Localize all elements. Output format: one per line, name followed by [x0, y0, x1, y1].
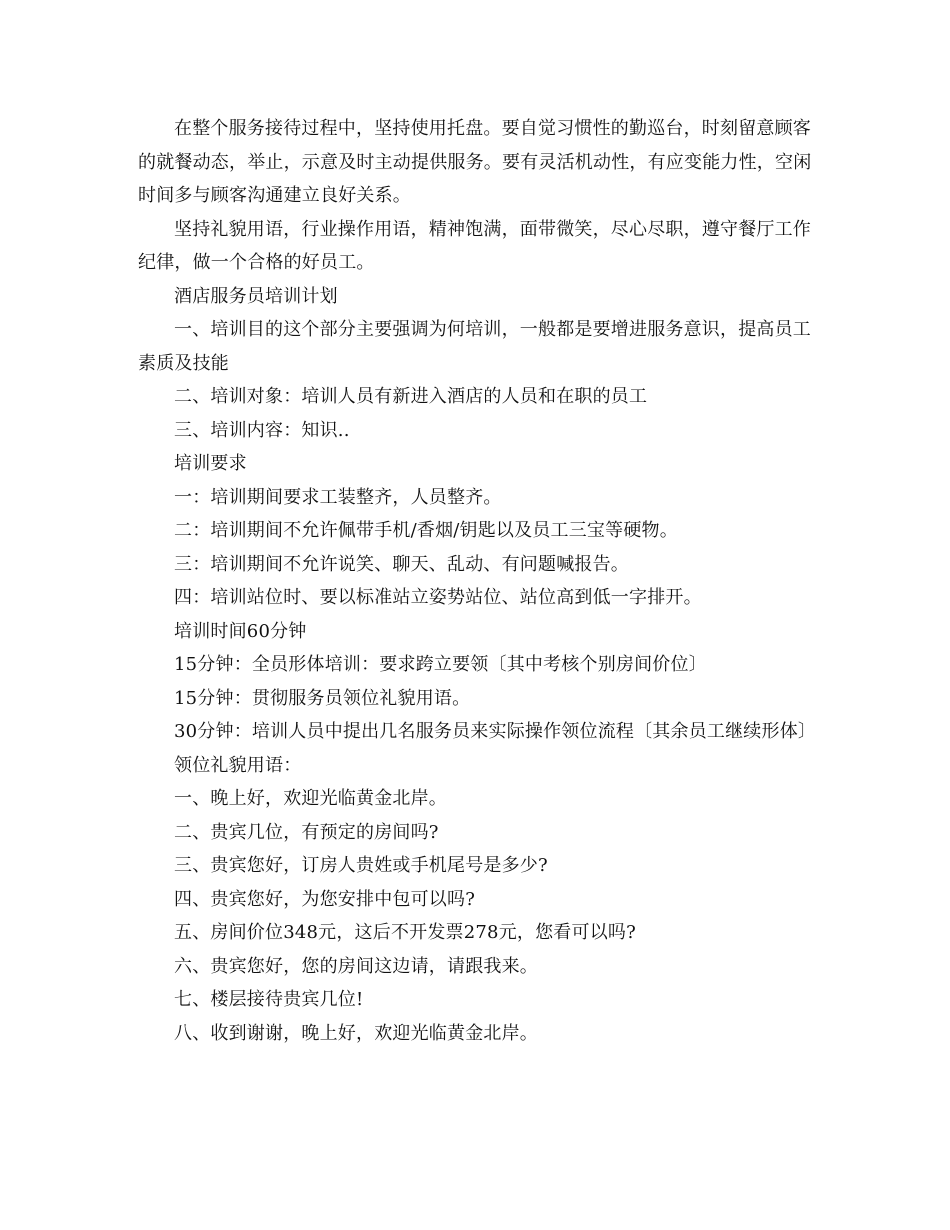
paragraph-service-tray: 在整个服务接待过程中，坚持使用托盘。要自觉习惯性的勤巡台，时刻留意顾客的就餐动态，举止，示意及时主动提供服务。要有灵活机动性，有应变能力性，空闲时间多与顾客沟通建立良好关系。 [138, 118, 812, 206]
paragraph-training-content: 三、培训内容：知识.. [174, 419, 350, 441]
requirement-item-2: 二：培训期间不允许佩带手机/香烟/钥匙以及员工三宝等硬物。 [174, 520, 678, 541]
greeting-item-6: 六、贵宾您好，您的房间这边请，请跟我来。 [174, 955, 538, 977]
greeting-item-8: 八、收到谢谢，晚上好，欢迎光临黄金北岸。 [174, 1022, 538, 1044]
requirement-item-3: 三：培训期间不允许说笑、聊天、乱动、有问题喊报告。 [174, 553, 629, 575]
schedule-item-1: 15分钟：全员形体培训：要求跨立要领〔其中考核个别房间价位〕 [174, 654, 707, 675]
schedule-item-3: 30分钟：培训人员中提出几名服务员来实际操作领位流程〔其余员工继续形体〕 [174, 721, 817, 742]
paragraph-polite-language: 坚持礼貌用语，行业操作用语，精神饱满，面带微笑，尽心尽职，遵守餐厅工作纪律，做一个合格的好员工。 [138, 218, 811, 273]
section-title-training-time: 培训时间60分钟 [174, 620, 307, 642]
greeting-item-7: 七、楼层接待贵宾几位! [174, 989, 364, 1010]
greeting-item-3: 三、贵宾您好，订房人贵姓或手机尾号是多少? [174, 855, 548, 876]
section-title-training-requirements: 培训要求 [174, 453, 247, 474]
section-title-greeting-phrases: 领位礼貌用语： [174, 754, 302, 776]
schedule-item-2: 15分钟：贯彻服务员领位礼貌用语。 [174, 687, 471, 709]
document-body [138, 112, 818, 1050]
paragraph-training-purpose: 一、培训目的这个部分主要强调为何培训，一般都是要增进服务意识，提高员工素质及技能 [138, 319, 811, 374]
requirement-item-4: 四：培训站位时、要以标准站立姿势站位、站位高到低一字排开。 [174, 587, 702, 608]
requirement-item-1: 一：培训期间要求工装整齐，人员整齐。 [174, 486, 502, 508]
greeting-item-1: 一、晚上好，欢迎光临黄金北岸。 [174, 788, 447, 809]
greeting-item-4: 四、贵宾您好，为您安排中包可以吗? [174, 888, 476, 910]
section-title-training-plan: 酒店服务员培训计划 [174, 285, 338, 307]
paragraph-training-target: 二、培训对象：培训人员有新进入酒店的人员和在职的员工 [174, 386, 648, 407]
greeting-item-2: 二、贵宾几位，有预定的房间吗? [174, 821, 439, 843]
greeting-item-5: 五、房间价位348元，这后不开发票278元，您看可以吗? [174, 922, 636, 943]
